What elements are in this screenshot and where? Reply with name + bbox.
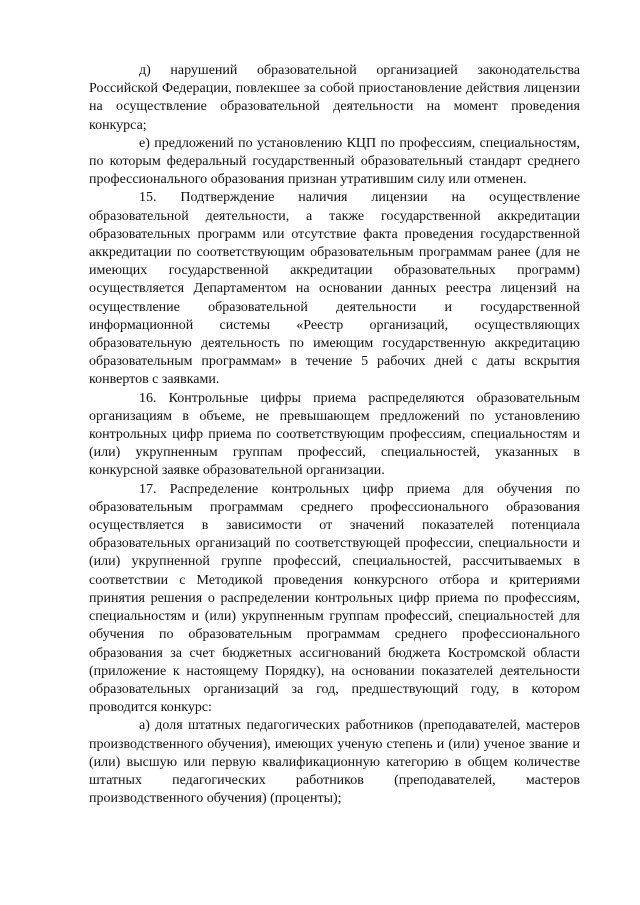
- paragraph-17: 17. Распределение контрольных цифр приема для обучения по образовательным программам среднего профессионального образования осуществляется в зависимости от значений показателей потенциала образовательных организаций по соответствующей профессии, специальности и (или) укрупненной группе профессий, специальностей, рассчитываемых в соответствии с Методикой проведения конкурсного отбора и критериями принятия решения о распределении контрольных цифр приема по профессиям, специальностям и (или) укрупненным группам профессий, специальностей для обучения по образовательным программам среднего профессионального образования за счет бюджетных ассигнований бюджета Костромской области (приложение к настоящему Порядку), на основании показателей деятельности образовательных организаций за год, предшествующий году, в котором проводится конкурс:: [89, 481, 580, 716]
- document-page: [89, 62, 580, 808]
- paragraph-item-e: е) предложений по установлению КЦП по профессиям, специальностям, по которым федеральный государственный образовательный стандарт среднего профессионального образования признан утратившим силу или отменен.: [89, 135, 580, 188]
- paragraph-item-a: а) доля штатных педагогических работников (преподавателей, мастеров производственного обучения), имеющих ученую степень и (или) ученое звание и (или) высшую или первую квалификационную категорию в общем количестве штатных педагогических работников (преподавателей, мастеров производственного обучения) (проценты);: [89, 718, 580, 807]
- paragraph-15: 15. Подтверждение наличия лицензии на осуществление образовательной деятельности, а также государственной аккредитации образовательных программ или отсутствие факта проведения государственной аккредитации по соответствующим образовательным программам ранее (для не имеющих государственной аккредитации образовательных программ) осуществляется Департаментом на основании данных реестра лицензий на осуществление образовательной деятельности и государственной информационной системы «Реестр организаций, осуществляющих образовательную деятельность по имеющим государственную аккредитацию образовательным программам» в течение 5 рабочих дней с даты вскрытия конвертов с заявками.: [89, 190, 580, 388]
- paragraph-16: 16. Контрольные цифры приема распределяются образовательным организациям в объеме, не превышающем предложений по установлению контрольных цифр приема по соответствующим профессиям, специальностям и (или) укрупненным группам профессий, специальностей, указанных в конкурсной заявке образовательной организации.: [89, 390, 580, 479]
- paragraph-item-d: д) нарушений образовательной организацией законодательства Российской Федерации, повлекшее за собой приостановление действия лицензии на осуществление образовательной деятельности на момент проведения конкурса;: [89, 63, 580, 133]
